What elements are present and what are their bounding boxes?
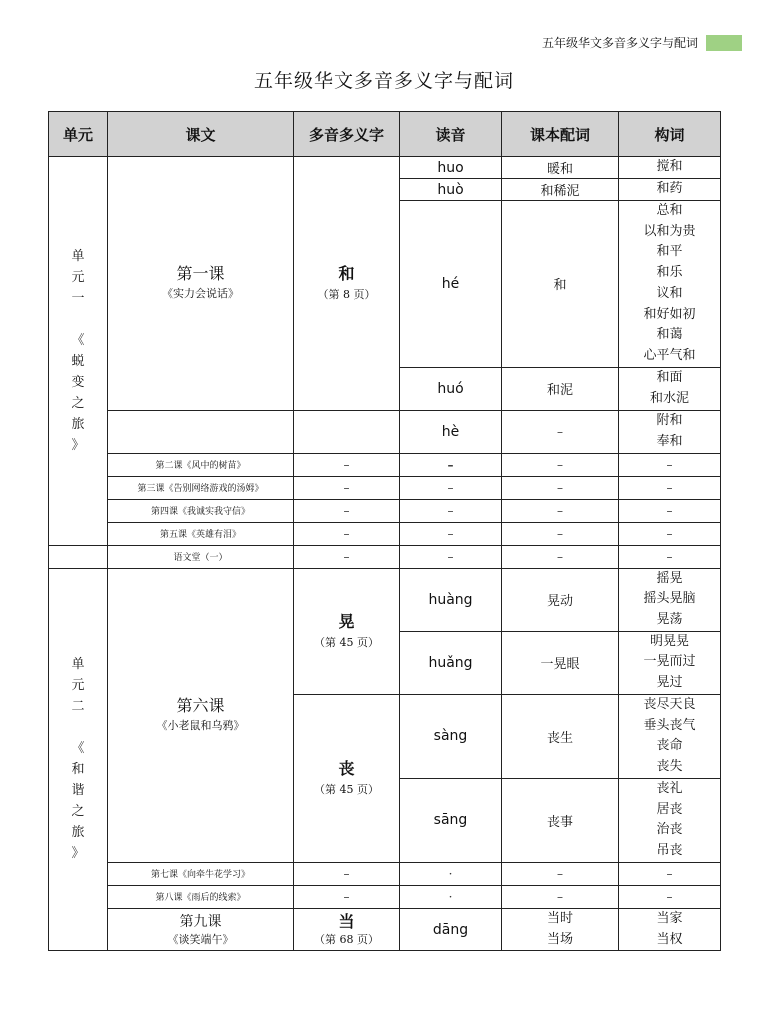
lesson-title: 第八课《雨后的线索》 xyxy=(108,885,294,908)
pinyin: hé xyxy=(400,201,502,368)
dash: – xyxy=(400,476,502,499)
page-title: 五年级华文多音多义字与配词 xyxy=(253,70,514,92)
pinyin: huò xyxy=(400,179,502,201)
unit2-label: 单 元 二 《 和 谐 之 旅 》 xyxy=(49,568,108,951)
table-row xyxy=(49,410,721,453)
dot: · xyxy=(400,885,502,908)
textbook-word: 和稀泥 xyxy=(502,179,619,201)
dash: – xyxy=(502,885,619,908)
dash: – xyxy=(294,885,400,908)
lesson9-cell xyxy=(108,908,294,950)
lesson-title: 第四课《我诚实我守信》 xyxy=(108,499,294,522)
char-huang-page: （第 45 页） xyxy=(314,636,379,650)
table-row xyxy=(49,476,721,499)
dash: – xyxy=(502,862,619,885)
lesson-title: 第七课《向牵牛花学习》 xyxy=(108,862,294,885)
col-header-lesson: 课文 xyxy=(108,112,294,157)
textbook-word: 当时 当场 xyxy=(502,908,619,950)
pinyin: sāng xyxy=(400,778,502,862)
dash: – xyxy=(619,522,721,545)
col-header-compounds: 构词 xyxy=(619,112,721,157)
char-dang-page: （第 68 页） xyxy=(314,932,379,946)
char-he-cell xyxy=(294,157,400,411)
table-row xyxy=(49,522,721,545)
dash: – xyxy=(502,499,619,522)
empty-cell xyxy=(294,410,400,453)
compounds: 明晃晃 一晃而过 晃过 xyxy=(619,631,721,694)
dash: – xyxy=(619,453,721,476)
char-huang-cell xyxy=(294,568,400,694)
dash: – xyxy=(294,862,400,885)
dash: – xyxy=(400,453,502,476)
lesson-title: 语文堂（一） xyxy=(108,545,294,568)
dash: – xyxy=(294,453,400,476)
textbook-word: 丧生 xyxy=(502,694,619,778)
col-header-char: 多音多义字 xyxy=(294,112,400,157)
running-title: 五年级华文多音多义字与配词 xyxy=(541,36,698,50)
dash: – xyxy=(502,453,619,476)
table-row xyxy=(49,499,721,522)
dash: – xyxy=(294,545,400,568)
char-dang: 当 xyxy=(338,911,355,931)
table-row xyxy=(49,453,721,476)
dot: · xyxy=(400,862,502,885)
dash: – xyxy=(400,499,502,522)
table-row xyxy=(49,885,721,908)
dash: – xyxy=(502,545,619,568)
compounds: 附和 奉和 xyxy=(619,410,721,453)
textbook-word: 晃动 xyxy=(502,568,619,631)
textbook-word: 一晃眼 xyxy=(502,631,619,694)
compounds: 丧礼 居丧 治丧 吊丧 xyxy=(619,778,721,862)
col-header-unit: 单元 xyxy=(49,112,108,157)
textbook-word: 和 xyxy=(502,201,619,368)
lesson6-cell xyxy=(108,568,294,862)
compounds: 摇晃 摇头晃脑 晃荡 xyxy=(619,568,721,631)
dash: – xyxy=(400,545,502,568)
compounds: 搅和 xyxy=(619,157,721,179)
pinyin: huó xyxy=(400,367,502,410)
pinyin: hè xyxy=(400,410,502,453)
textbook-word: – xyxy=(502,410,619,453)
col-header-textbook-word: 课本配词 xyxy=(502,112,619,157)
pinyin: huo xyxy=(400,157,502,179)
lesson-title: 第三课《告别网络游戏的汤姆》 xyxy=(108,476,294,499)
textbook-word: 暖和 xyxy=(502,157,619,179)
char-sang: 丧 xyxy=(338,759,355,779)
lesson1-name: 第一课 xyxy=(176,264,225,284)
header-accent-bar xyxy=(706,35,742,51)
lesson6-name: 第六课 xyxy=(176,696,225,716)
char-sang-cell xyxy=(294,694,400,862)
textbook-word: 丧事 xyxy=(502,778,619,862)
lesson1-title: 《实力会说话》 xyxy=(162,287,239,301)
char-dang-cell xyxy=(294,908,400,950)
compounds: 和面 和水泥 xyxy=(619,367,721,410)
dash: – xyxy=(502,522,619,545)
polyphone-table xyxy=(48,111,721,951)
char-sang-page: （第 45 页） xyxy=(314,783,379,797)
table-row xyxy=(49,157,721,179)
char-he: 和 xyxy=(338,264,355,284)
lesson6-title: 《小老鼠和乌鸦》 xyxy=(156,719,245,733)
col-header-pinyin: 读音 xyxy=(400,112,502,157)
lesson9-title: 《谈笑端午》 xyxy=(167,932,234,946)
empty-cell xyxy=(49,545,108,568)
dash: – xyxy=(502,476,619,499)
compounds: 和药 xyxy=(619,179,721,201)
dash: – xyxy=(619,499,721,522)
dash: – xyxy=(619,545,721,568)
lesson-title: 第二课《风中的树苗》 xyxy=(108,453,294,476)
compounds: 当家 当权 xyxy=(619,908,721,950)
unit1-label: 单 元 一 《 蜕 变 之 旅 》 xyxy=(49,157,108,546)
empty-cell xyxy=(108,410,294,453)
dash: – xyxy=(619,476,721,499)
lesson9-name: 第九课 xyxy=(179,913,222,930)
dash: – xyxy=(400,522,502,545)
char-huang: 晃 xyxy=(338,612,355,632)
dash: – xyxy=(619,862,721,885)
dash: – xyxy=(294,499,400,522)
pinyin: huǎng xyxy=(400,631,502,694)
table-row xyxy=(49,862,721,885)
lesson1-cell xyxy=(108,157,294,411)
table-header-row xyxy=(49,112,721,157)
running-header xyxy=(0,34,768,52)
table-row xyxy=(49,908,721,950)
table-row xyxy=(49,545,721,568)
table-row xyxy=(49,568,721,631)
textbook-word: 和泥 xyxy=(502,367,619,410)
compounds: 总和 以和为贵 和平 和乐 议和 和好如初 和蔼 心平气和 xyxy=(619,201,721,368)
dash: – xyxy=(294,476,400,499)
pinyin: sàng xyxy=(400,694,502,778)
pinyin: dāng xyxy=(400,908,502,950)
pinyin: huàng xyxy=(400,568,502,631)
dash: – xyxy=(619,885,721,908)
dash: – xyxy=(294,522,400,545)
lesson-title: 第五课《英雄有泪》 xyxy=(108,522,294,545)
compounds: 丧尽天良 垂头丧气 丧命 丧失 xyxy=(619,694,721,778)
char-he-page: （第 8 页） xyxy=(317,288,376,302)
